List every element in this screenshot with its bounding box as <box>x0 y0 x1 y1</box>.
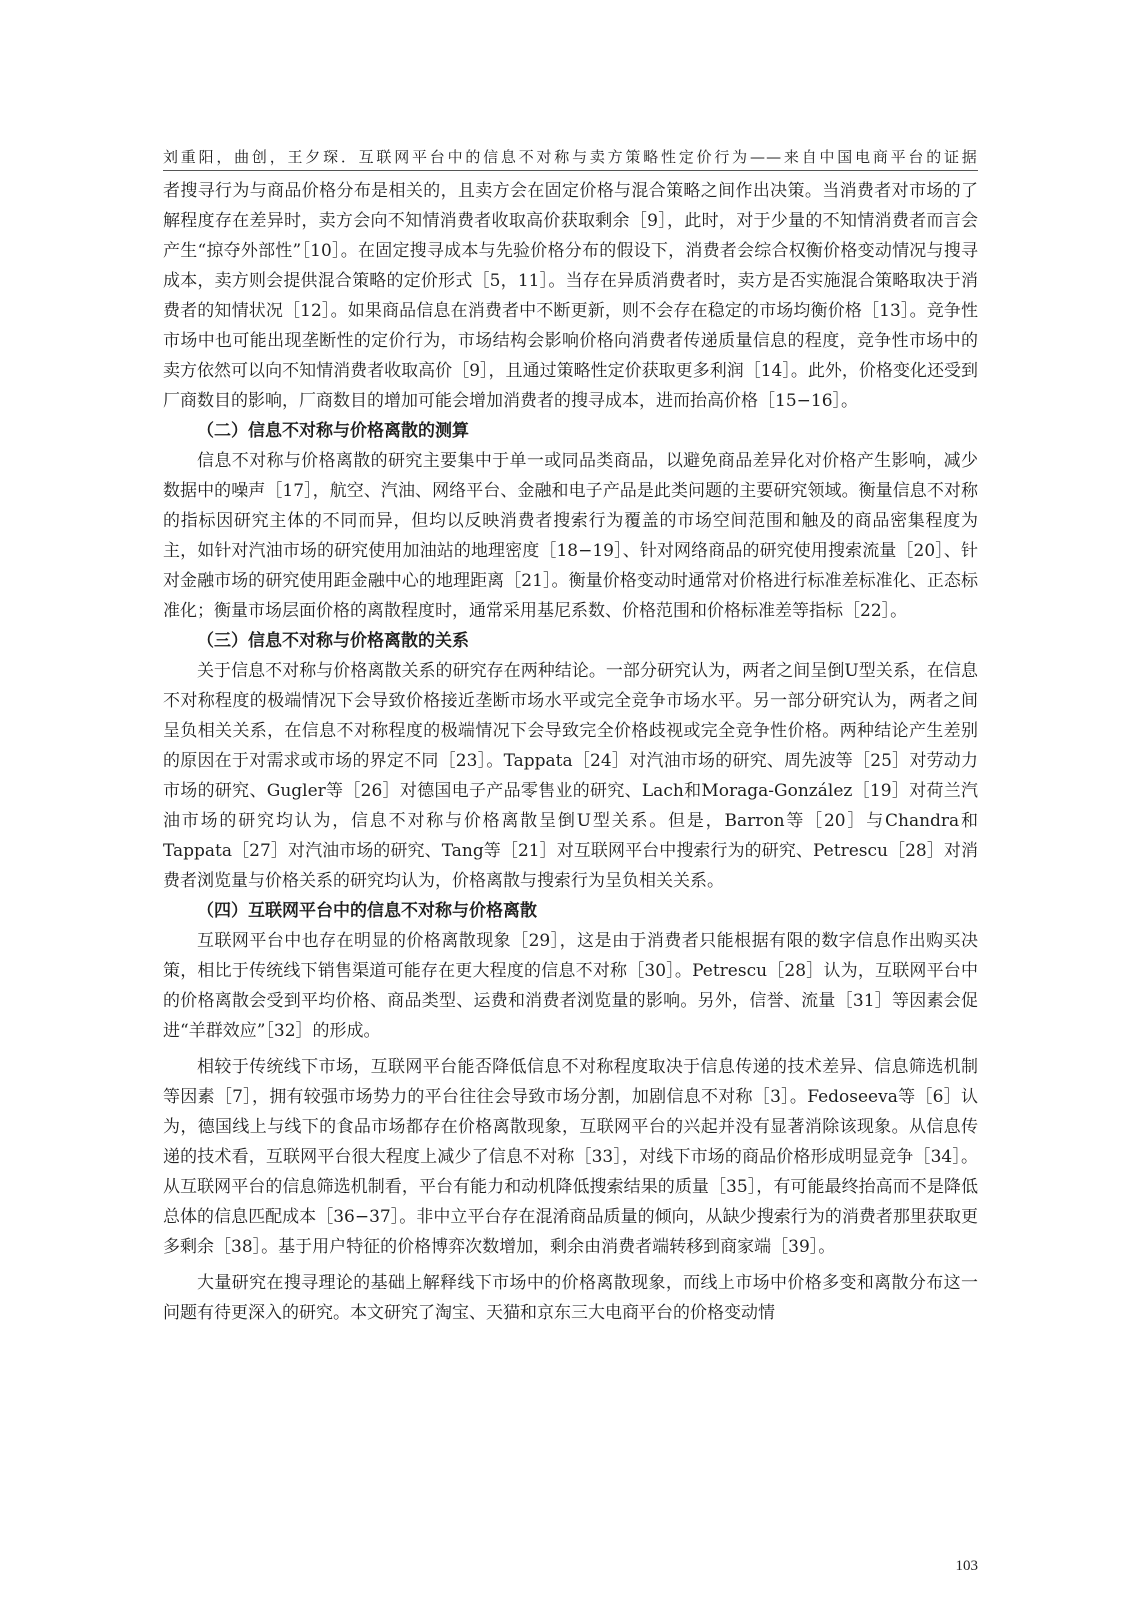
paragraph-2: 信息不对称与价格离散的研究主要集中于单一或同品类商品，以避免商品差异化对价格产生影响，减少数据中的噪声［17］，航空、汽油、网络平台、金融和电子产品是此类问题的主要研究领域。衡量信息不对称的指标因研究主体的不同而异，但均以反映消费者搜索行为覆盖的市场空间范围和触及的商品密集程度为主，如针对汽油市场的研究使用加油站的地理密度［18−19］、针对网络商品的研究使用搜索流量［20］、针对金融市场的研究使用距金融中心的地理距离［21］。衡量价格变动时通常对价格进行标准差标准化、正态标准化；衡量市场层面价格的离散程度时，通常采用基尼系数、价格范围和价格标准差等指标［22］。 <box>163 451 978 621</box>
body-text <box>163 176 978 1328</box>
paragraph-3: 关于信息不对称与价格离散关系的研究存在两种结论。一部分研究认为，两者之间呈倒U型关系，在信息不对称程度的极端情况下会导致价格接近垄断市场水平或完全竞争市场水平。另一部分研究认为，两者之间呈负相关关系，在信息不对称程度的极端情况下会导致完全价格歧视或完全竞争性价格。两种结论产生差别的原因在于对需求或市场的界定不同［23］。Tappata［24］对汽油市场的研究、周先波等［25］对劳动力市场的研究、Gugler等［26］对德国电子产品零售业的研究、Lach和Moraga-González［19］对荷兰汽油市场的研究均认为，信息不对称与价格离散呈倒U型关系。但是，Barron等［20］与Chandra和Tappata［27］对汽油市场的研究、Tang等［21］对互联网平台中搜索行为的研究、Petrescu［28］对消费者浏览量与价格关系的研究均认为，价格离散与搜索行为呈负相关关系。 <box>163 661 978 891</box>
paragraph-6: 大量研究在搜寻理论的基础上解释线下市场中的价格离散现象，而线上市场中价格多变和离散分布这一问题有待更深入的研究。本文研究了淘宝、天猫和京东三大电商平台的价格变动情 <box>163 1273 978 1323</box>
paragraph-5: 相较于传统线下市场，互联网平台能否降低信息不对称程度取决于信息传递的技术差异、信息筛选机制等因素［7］，拥有较强市场势力的平台往往会导致市场分割，加剧信息不对称［3］。Fedoseeva等［6］认为，德国线上与线下的食品市场都存在价格离散现象，互联网平台的兴起并没有显著消除该现象。从信息传递的技术看，互联网平台很大程度上减少了信息不对称［33］，对线下市场的商品价格形成明显竞争［34］。从互联网平台的信息筛选机制看，平台有能力和动机降低搜索结果的质量［35］，有可能最终抬高而不是降低总体的信息匹配成本［36−37］。非中立平台存在混淆商品质量的倾向，从缺少搜索行为的消费者那里获取更多剩余［38］。基于用户特征的价格博弈次数增加，剩余由消费者端转移到商家端［39］。 <box>163 1057 978 1257</box>
page-number: 103 <box>955 1558 978 1574</box>
running-header: 刘重阳，曲创，王夕琛．互联网平台中的信息不对称与卖方策略性定价行为——来自中国电商平台的证据 <box>163 148 978 166</box>
paragraph-4: 互联网平台中也存在明显的价格离散现象［29］，这是由于消费者只能根据有限的数字信息作出购买决策，相比于传统线下销售渠道可能存在更大程度的信息不对称［30］。Petrescu［28］认为，互联网平台中的价格离散会受到平均价格、商品类型、运费和消费者浏览量的影响。另外，信誉、流量［31］等因素会促进“羊群效应”［32］的形成。 <box>163 931 978 1041</box>
section-heading-4: （四）互联网平台中的信息不对称与价格离散 <box>197 901 537 921</box>
paragraph-1: 者搜寻行为与商品价格分布是相关的，且卖方会在固定价格与混合策略之间作出决策。当消费者对市场的了解程度存在差异时，卖方会向不知情消费者收取高价获取剩余［9］，此时，对于少量的不知情消费者而言会产生“掠夺外部性”［10］。在固定搜寻成本与先验价格分布的假设下，消费者会综合权衡价格变动情况与搜寻成本，卖方则会提供混合策略的定价形式［5，11］。当存在异质消费者时，卖方是否实施混合策略取决于消费者的知情状况［12］。如果商品信息在消费者中不断更新，则不会存在稳定的市场均衡价格［13］。竞争性市场中也可能出现垄断性的定价行为，市场结构会影响价格向消费者传递质量信息的程度，竞争性市场中的卖方依然可以向不知情消费者收取高价［9］，且通过策略性定价获取更多利润［14］。此外，价格变化还受到厂商数目的影响，厂商数目的增加可能会增加消费者的搜寻成本，进而抬高价格［15−16］。 <box>163 181 978 411</box>
section-heading-3: （三）信息不对称与价格离散的关系 <box>197 631 469 651</box>
header-rule <box>163 170 978 171</box>
section-heading-2: （二）信息不对称与价格离散的测算 <box>197 421 469 441</box>
